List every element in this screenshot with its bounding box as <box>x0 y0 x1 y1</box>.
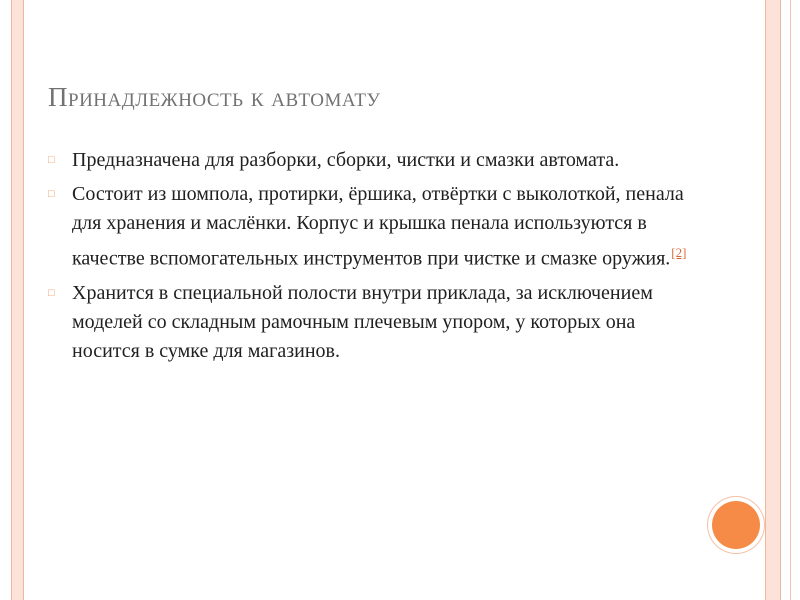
square-bullet-icon: □ <box>48 286 55 299</box>
bullet-item <box>48 146 688 175</box>
bullet-text: Хранится в специальной полости внутри приклада, за исключением моделей со складным рамочным плечевым упором, у которых она носится в сумке для магазинов. <box>72 281 653 362</box>
bullet-item <box>48 180 688 274</box>
square-bullet-icon: □ <box>48 154 55 166</box>
reference-link[interactable]: [2] <box>671 245 687 260</box>
bullet-text: Предназначена для разборки, сборки, чистки и смазки автомата. <box>72 149 620 171</box>
bullet-text: Состоит из шомпола, протирки, ёршика, отвёртки с выколоткой, пенала для хранения и маслёнки. Корпус и крышка пенала используются в качестве вспомогательных инструментов при чистке и смазке оружия. <box>72 183 684 270</box>
orange-circle-decoration <box>712 501 760 549</box>
bullet-item <box>48 279 688 366</box>
slide-title: Принадлежность к автомату <box>48 82 381 112</box>
left-decorative-border <box>11 0 24 600</box>
square-bullet-icon: □ <box>48 188 55 200</box>
slide-content <box>48 146 688 371</box>
right-accent-line <box>790 0 791 600</box>
right-decorative-border <box>765 0 781 600</box>
